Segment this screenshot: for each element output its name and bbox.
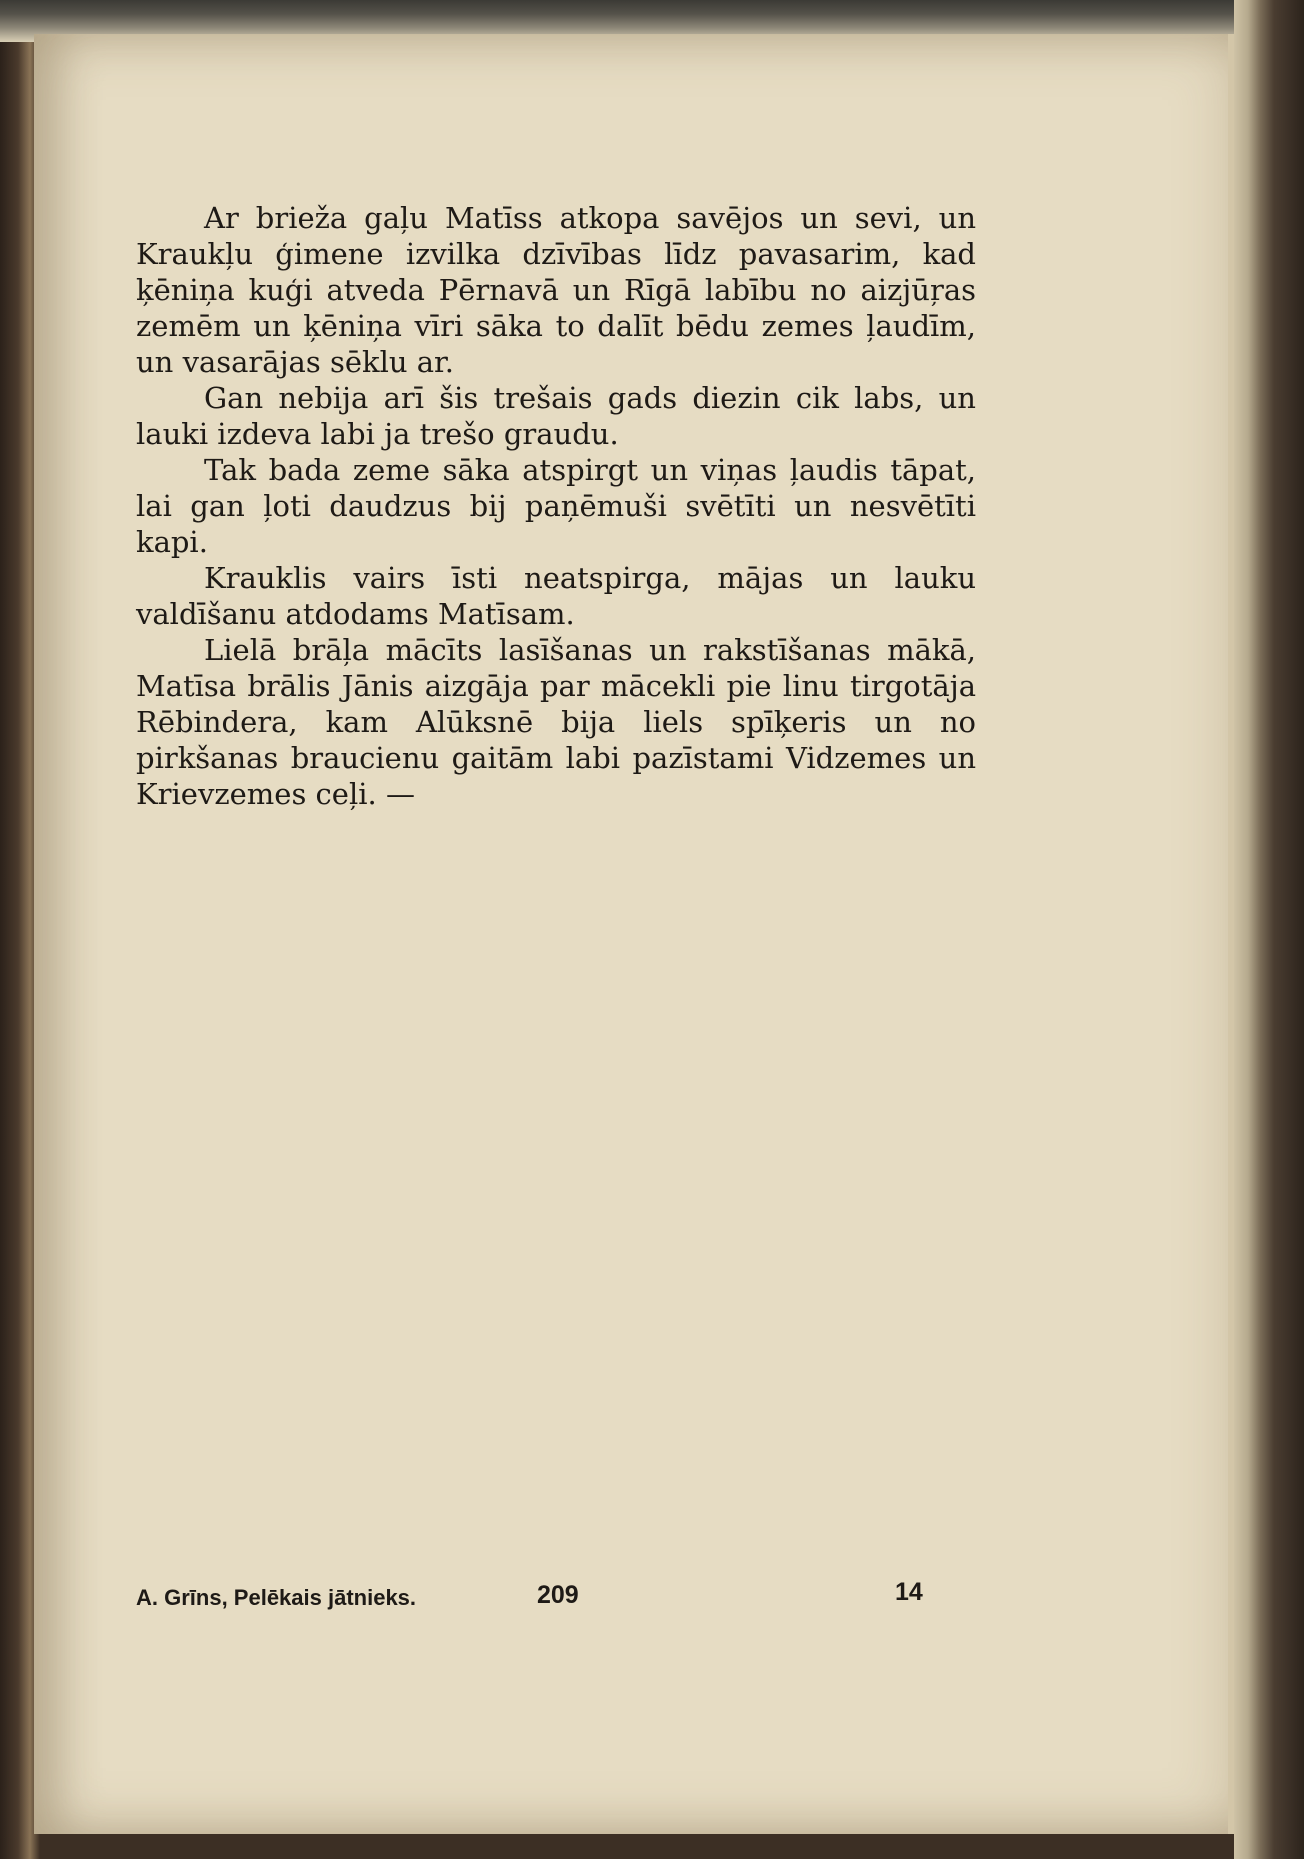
page-number: 209 [537,1581,579,1609]
paragraph-5: Lielā brāļa mācīts lasīšanas un rakstīšanas mākā, Matīsa brālis Jānis aizgāja par mācekli pie linu tirgotāja Rēbindera, kam Alūksnē bija liels spīķeris un no pirkšanas braucienu gaitām labi pazīstami Vidzemes un Krievzemes ceļi. — [136,633,976,811]
sheet-number: 14 [895,1578,923,1606]
page-fold-edge [1228,34,1234,1834]
paragraph-1: Ar brieža gaļu Matīss atkopa savējos un sevi, un Kraukļu ģimene izvilka dzīvības līdz pavasarim, kad ķēniņa kuģi atveda Pērnavā un Rīgā labību no aizjūŗas zemēm un ķēniņa vīri sāka to dalīt bēdu zemes ļaudīm, un vasarājas sēklu ar. [136,201,976,379]
paragraph-4: Krauklis vairs īsti neatspirga, mājas un lauku valdīšanu atdodams Matīsam. [136,561,976,631]
footer-signature: A. Grīns, Pelēkais jātnieks. [136,1585,417,1610]
paragraph-2: Gan nebija arī šis trešais gads diezin cik labs, un lauki izdeva labi ja trešo graudu. [136,381,976,451]
paragraph-3: Tak bada zeme sāka atspirgt un viņas ļaudis tāpat, lai gan ļoti daudzus bij paņēmuši svētīti un nesvētīti kapi. [136,453,976,559]
right-page-stack-edge [1234,0,1304,1859]
body-text [136,200,976,812]
